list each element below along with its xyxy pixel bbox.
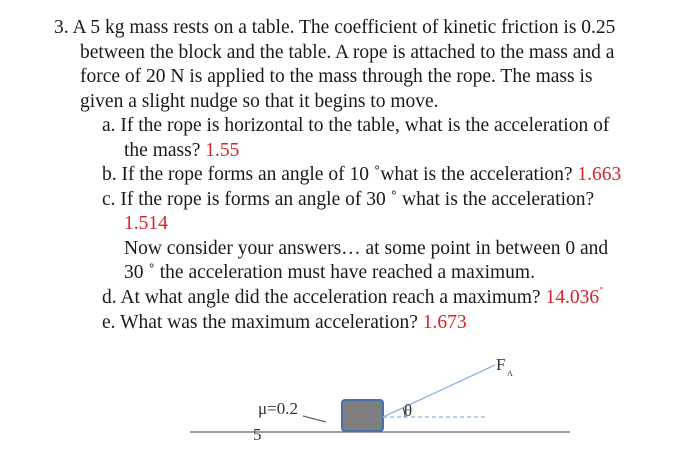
part-d-answer: 14.036 <box>545 286 600 308</box>
part-e-question: What was the maximum acceleration? <box>120 312 418 333</box>
part-b-question: If the rope forms an angle of 10 <box>121 164 369 185</box>
consider-angle: 30 <box>124 262 144 283</box>
part-a-question: If the rope is horizontal to the table, what is the acceleration of <box>120 115 610 136</box>
mu-label-top: μ=0.2 <box>258 399 298 418</box>
mu-label-bottom: 5 <box>253 425 262 444</box>
stem-line-3: force of 20 N is applied to the mass through the rope. The mass is <box>80 66 593 87</box>
part-e-label: e. <box>102 312 116 333</box>
part-c-label: c. <box>102 188 116 210</box>
part-a-question-cont: the mass? <box>124 139 201 161</box>
part-e-answer: 1.673 <box>422 312 467 333</box>
force-label: F <box>496 355 506 374</box>
part-a-line-1 <box>54 114 664 139</box>
mass-block <box>342 400 383 431</box>
part-b-answer: 1.663 <box>577 164 622 185</box>
stem-line-4: given a slight nudge so that it begins to move. <box>80 90 439 112</box>
stem-text-1: A 5 kg mass rests on a table. The coefficient of kinetic friction is 0.25 <box>72 17 616 38</box>
part-d-line <box>54 283 664 312</box>
part-b-degree: ˚ <box>373 164 381 185</box>
friction-diagram <box>0 340 700 471</box>
part-d-question: At what angle did the acceleration reach a maximum? <box>120 286 541 308</box>
part-b-question-cont: what is the acceleration? <box>380 164 573 185</box>
part-c-degree: ˚ <box>390 188 398 210</box>
force-subscript: A <box>507 369 513 378</box>
part-a-answer: 1.55 <box>205 139 240 161</box>
problem-text <box>54 16 664 336</box>
theta-label: θ <box>404 401 413 420</box>
part-c-question-cont: what is the acceleration? <box>402 188 595 210</box>
part-c-line-1 <box>54 188 664 213</box>
consider-degree: ˚ <box>148 262 155 283</box>
stem-line-1 <box>54 16 664 41</box>
part-c-answer: 1.514 <box>124 213 168 234</box>
part-e-line <box>54 311 664 336</box>
rope-force-line <box>383 365 495 417</box>
stem-line-2: between the block and the table. A rope is attached to the mass and a <box>80 41 615 63</box>
consider-text: the acceleration must have reached a maximum. <box>159 262 535 283</box>
part-d-degree: ˚ <box>599 283 604 299</box>
part-d-label: d. <box>102 286 117 308</box>
part-b-line <box>54 163 664 188</box>
problem-number: 3. <box>54 17 69 38</box>
consider-line-1: Now consider your answers… at some point in between 0 and <box>124 237 609 259</box>
part-b-label: b. <box>102 164 117 185</box>
part-c-question: If the rope is forms an angle of 30 <box>120 188 386 210</box>
part-c-line-2 <box>54 212 664 237</box>
part-a-line-2 <box>54 139 664 164</box>
mu-leader-line <box>303 416 326 422</box>
part-a-label: a. <box>102 115 116 136</box>
consider-line-2 <box>54 261 664 286</box>
